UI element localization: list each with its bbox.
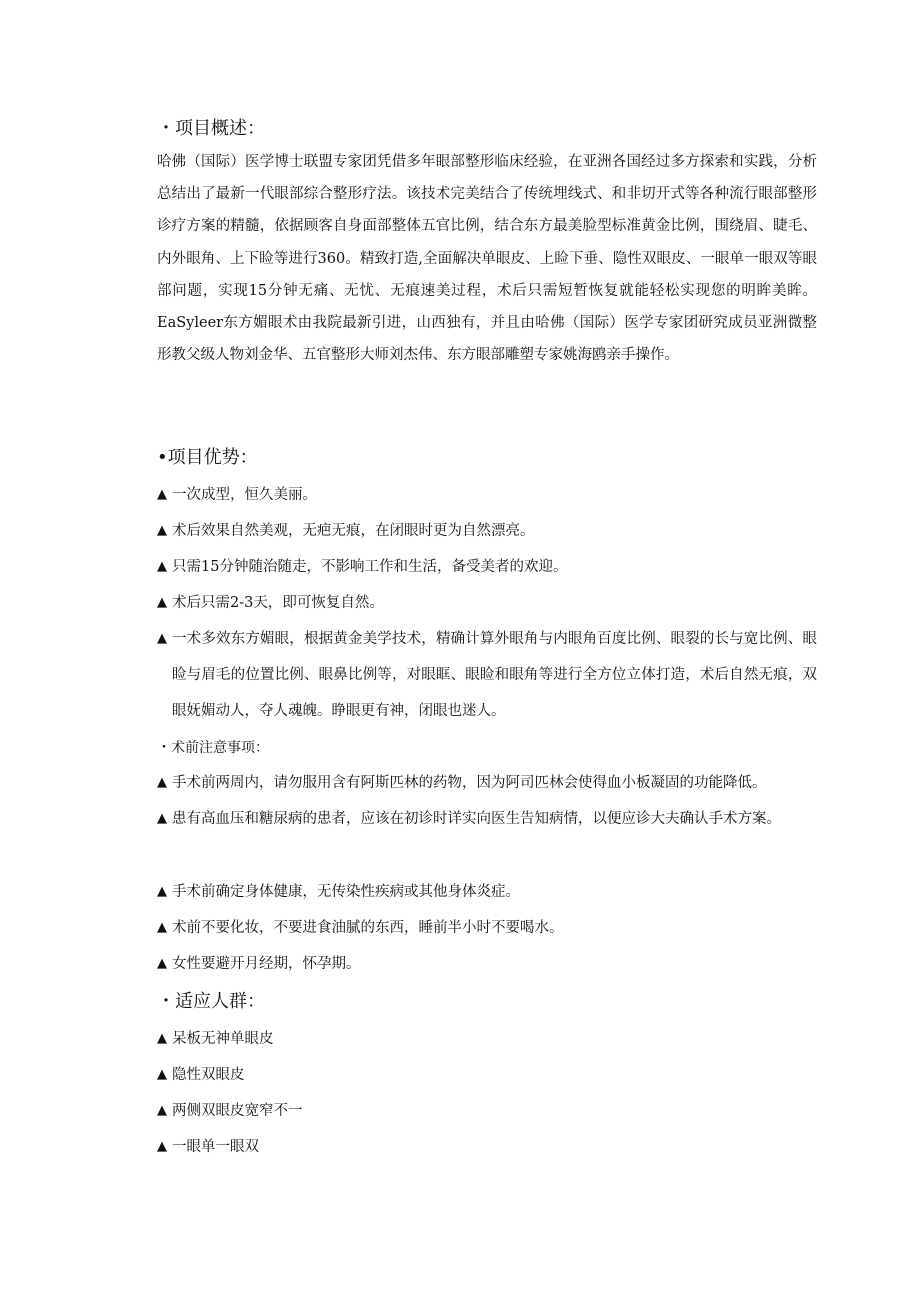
precaution-item: ▲ 手术前两周内，请勿服用含有阿斯匹林的药物，因为阿司匹林会使得血小板凝固的功能降低。	[157, 765, 817, 801]
precaution-item: ▲ 手术前确定身体健康，无传染性疾病或其他身体炎症。	[157, 874, 817, 910]
advantage-item: ▲ 一术多效东方媚眼，根据黄金美学技术，精确计算外眼角与内眼角百度比例、眼裂的长与宽比例、眼睑与眉毛的位置比例、眼鼻比例等，对眼眶、眼睑和眼角等进行全方位立体打造，术后自然无痕，双眼妩媚动人，夺人魂魄。睁眼更有神，闭眼也迷人。	[157, 621, 817, 729]
triangle-bullet-icon: ▲	[157, 1067, 167, 1082]
precautions-heading: ・术前注意事项：	[157, 740, 269, 756]
precaution-item: ▲ 女性要避开月经期，怀孕期。	[157, 946, 817, 982]
triangle-bullet-icon: ▲	[157, 1139, 167, 1154]
advantage-item: ▲ 术后效果自然美观，无疤无痕，在闭眼时更为自然漂亮。	[157, 513, 817, 549]
triangle-bullet-icon: ▲	[157, 631, 167, 646]
suitable-item: ▲ 一眼单一眼双	[157, 1129, 817, 1165]
triangle-bullet-icon: ▲	[157, 1031, 167, 1046]
overview-heading: ・项目概述：	[157, 118, 265, 139]
triangle-bullet-icon: ▲	[157, 559, 167, 574]
triangle-bullet-icon: ▲	[157, 956, 167, 971]
suitable-item: ▲ 呆板无神单眼皮	[157, 1021, 817, 1057]
precaution-item: ▲ 术前不要化妆，不要进食油腻的东西，睡前半小时不要喝水。	[157, 910, 817, 946]
advantage-item: ▲ 一次成型，恒久美丽。	[157, 477, 817, 513]
triangle-bullet-icon: ▲	[157, 884, 167, 899]
advantage-item: ▲ 术后只需2-3天，即可恢复自然。	[157, 585, 817, 621]
precaution-item: ▲ 患有高血压和糖尿病的患者，应该在初诊时详实向医生告知病情，以便应诊大夫确认手术方案。	[157, 801, 817, 837]
advantage-item: ▲ 只需15分钟随治随走，不影响工作和生活，备受美者的欢迎。	[157, 549, 817, 585]
triangle-bullet-icon: ▲	[157, 523, 167, 538]
triangle-bullet-icon: ▲	[157, 595, 167, 610]
triangle-bullet-icon: ▲	[157, 811, 167, 826]
suitable-heading: ・适应人群：	[157, 991, 265, 1012]
advantages-heading: •项目优势：	[157, 447, 258, 468]
triangle-bullet-icon: ▲	[157, 1103, 167, 1118]
triangle-bullet-icon: ▲	[157, 920, 167, 935]
overview-paragraph: 哈佛（国际）医学博士联盟专家团凭借多年眼部整形临床经验，在亚洲各国经过多方探索和实践，分析总结出了最新一代眼部综合整形疗法。该技术完美结合了传统埋线式、和非切开式等各种流行眼部整形诊疗方案的精髓，依据顾客自身面部整体五官比例，结合东方最美脸型标准黄金比例，围绕眉、睫毛、内外眼角、上下睑等进行360。精致打造,全面解决单眼皮、上睑下垂、隐性双眼皮、一眼单一眼双等眼部问题，实现15分钟无痛、无忧、无痕速美过程，术后只需短暂恢复就能轻松实现您的明眸美眸。EaSyleer东方媚眼术由我院最新引进，山西独有，并且由哈佛（国际）医学专家团研究成员亚洲微整形教父级人物刘金华、五官整形大师刘杰伟、东方眼部雕塑专家姚海鸥亲手操作。	[157, 154, 817, 364]
suitable-item: ▲ 隐性双眼皮	[157, 1057, 817, 1093]
triangle-bullet-icon: ▲	[157, 775, 167, 790]
triangle-bullet-icon: ▲	[157, 487, 167, 502]
suitable-item: ▲ 两侧双眼皮宽窄不一	[157, 1093, 817, 1129]
